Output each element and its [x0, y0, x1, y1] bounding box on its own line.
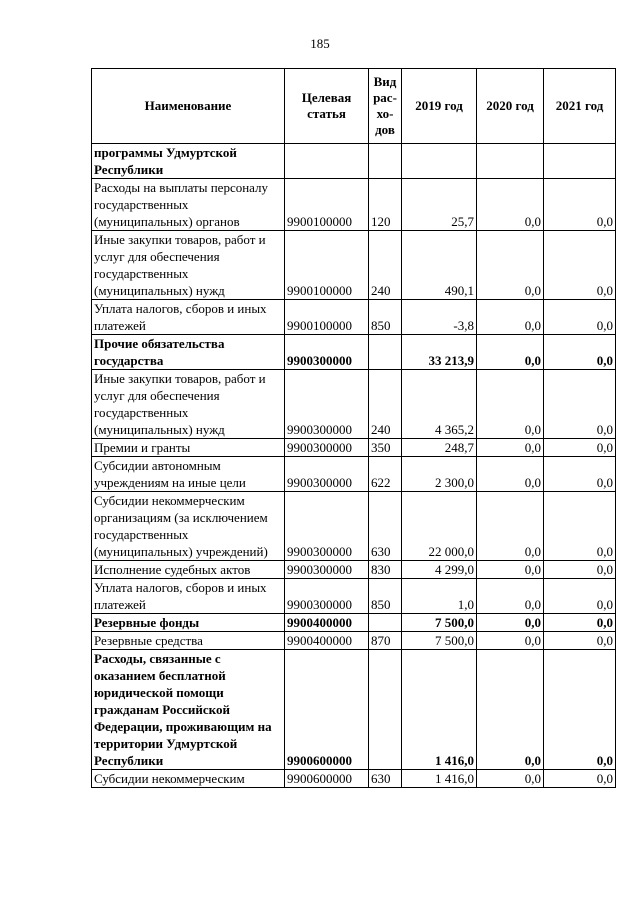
cell-expense-type: 630 — [369, 492, 402, 561]
cell-name: Уплата налогов, сборов и иных платежей — [92, 300, 285, 335]
cell-target-code: 9900300000 — [285, 335, 369, 370]
cell-2021: 0,0 — [544, 300, 616, 335]
cell-2021: 0,0 — [544, 770, 616, 788]
cell-2021: 0,0 — [544, 335, 616, 370]
cell-expense-type: 240 — [369, 370, 402, 439]
cell-name: Субсидии некоммерческим — [92, 770, 285, 788]
cell-name: Иные закупки товаров, работ и услуг для обеспечения государственных (муниципальных) нужд — [92, 370, 285, 439]
cell-2019: 1 416,0 — [402, 770, 477, 788]
cell-2020: 0,0 — [477, 614, 544, 632]
column-header-2021: 2021 год — [544, 69, 616, 144]
table-row — [92, 370, 616, 439]
cell-2020: 0,0 — [477, 179, 544, 231]
cell-target-code: 9900400000 — [285, 632, 369, 650]
cell-2021: 0,0 — [544, 632, 616, 650]
cell-2021: 0,0 — [544, 439, 616, 457]
cell-expense-type: 830 — [369, 561, 402, 579]
cell-name: Прочие обязательства государства — [92, 335, 285, 370]
table-row — [92, 561, 616, 579]
cell-2019: 7 500,0 — [402, 614, 477, 632]
cell-2020: 0,0 — [477, 561, 544, 579]
table-body — [92, 144, 616, 788]
cell-name: Субсидии автономным учреждениям на иные цели — [92, 457, 285, 492]
cell-2021: 0,0 — [544, 179, 616, 231]
cell-expense-type: 630 — [369, 770, 402, 788]
cell-name: Расходы на выплаты персоналу государственных (муниципальных) органов — [92, 179, 285, 231]
cell-2020: 0,0 — [477, 492, 544, 561]
cell-2020: 0,0 — [477, 579, 544, 614]
cell-name: Субсидии некоммерческим организациям (за исключением государственных (муниципальных) учреждений) — [92, 492, 285, 561]
cell-expense-type: 850 — [369, 300, 402, 335]
cell-2019: 1,0 — [402, 579, 477, 614]
budget-table — [91, 68, 616, 788]
cell-target-code: 9900100000 — [285, 300, 369, 335]
cell-target-code: 9900300000 — [285, 457, 369, 492]
cell-name: Резервные средства — [92, 632, 285, 650]
cell-expense-type: 120 — [369, 179, 402, 231]
cell-2020: 0,0 — [477, 439, 544, 457]
cell-name: Премии и гранты — [92, 439, 285, 457]
table-row — [92, 579, 616, 614]
cell-expense-type: 850 — [369, 579, 402, 614]
cell-2021: 0,0 — [544, 492, 616, 561]
cell-expense-type — [369, 144, 402, 179]
cell-target-code: 9900300000 — [285, 370, 369, 439]
cell-name: Уплата налогов, сборов и иных платежей — [92, 579, 285, 614]
cell-2019: 4 365,2 — [402, 370, 477, 439]
table-row — [92, 144, 616, 179]
table-row — [92, 335, 616, 370]
cell-2021: 0,0 — [544, 579, 616, 614]
table-header-row — [92, 69, 616, 144]
cell-2019: 2 300,0 — [402, 457, 477, 492]
table-row — [92, 770, 616, 788]
cell-expense-type — [369, 335, 402, 370]
cell-name: программы Удмуртской Республики — [92, 144, 285, 179]
table-row — [92, 492, 616, 561]
cell-target-code: 9900600000 — [285, 770, 369, 788]
cell-expense-type: 622 — [369, 457, 402, 492]
cell-2019: 1 416,0 — [402, 650, 477, 770]
cell-target-code: 9900300000 — [285, 492, 369, 561]
cell-2020: 0,0 — [477, 335, 544, 370]
cell-2020: 0,0 — [477, 770, 544, 788]
cell-2019: 4 299,0 — [402, 561, 477, 579]
cell-2019: 25,7 — [402, 179, 477, 231]
table-row — [92, 457, 616, 492]
column-header-2019: 2019 год — [402, 69, 477, 144]
cell-2019: -3,8 — [402, 300, 477, 335]
cell-target-code: 9900300000 — [285, 561, 369, 579]
cell-2019: 22 000,0 — [402, 492, 477, 561]
cell-2019: 490,1 — [402, 231, 477, 300]
cell-expense-type — [369, 614, 402, 632]
cell-expense-type — [369, 650, 402, 770]
cell-2021 — [544, 144, 616, 179]
cell-expense-type: 240 — [369, 231, 402, 300]
cell-target-code: 9900100000 — [285, 231, 369, 300]
cell-2020 — [477, 144, 544, 179]
cell-name: Исполнение судебных актов — [92, 561, 285, 579]
cell-name: Иные закупки товаров, работ и услуг для обеспечения государственных (муниципальных) нужд — [92, 231, 285, 300]
cell-2021: 0,0 — [544, 614, 616, 632]
table-row — [92, 179, 616, 231]
cell-2020: 0,0 — [477, 300, 544, 335]
cell-2021: 0,0 — [544, 457, 616, 492]
cell-2021: 0,0 — [544, 370, 616, 439]
cell-name: Расходы, связанные с оказанием бесплатной юридической помощи гражданам Российской Федерации, проживающим на территории Удмуртской Республики — [92, 650, 285, 770]
table-row — [92, 231, 616, 300]
cell-2020: 0,0 — [477, 231, 544, 300]
cell-name: Резервные фонды — [92, 614, 285, 632]
column-header-name: Наименование — [92, 69, 285, 144]
cell-target-code: 9900400000 — [285, 614, 369, 632]
cell-2019 — [402, 144, 477, 179]
cell-2021: 0,0 — [544, 231, 616, 300]
table-row — [92, 650, 616, 770]
table-row — [92, 300, 616, 335]
cell-target-code: 9900100000 — [285, 179, 369, 231]
cell-2019: 7 500,0 — [402, 632, 477, 650]
cell-2020: 0,0 — [477, 632, 544, 650]
column-header-2020: 2020 год — [477, 69, 544, 144]
cell-2020: 0,0 — [477, 650, 544, 770]
cell-2020: 0,0 — [477, 370, 544, 439]
page-number: 185 — [310, 36, 330, 51]
cell-expense-type: 870 — [369, 632, 402, 650]
cell-2021: 0,0 — [544, 650, 616, 770]
column-header-target: Целевая статья — [285, 69, 369, 144]
cell-expense-type: 350 — [369, 439, 402, 457]
column-header-vid: Вид рас-хо-дов — [369, 69, 402, 144]
cell-2020: 0,0 — [477, 457, 544, 492]
cell-target-code: 9900600000 — [285, 650, 369, 770]
cell-target-code: 9900300000 — [285, 439, 369, 457]
cell-2021: 0,0 — [544, 561, 616, 579]
table-row — [92, 439, 616, 457]
cell-target-code — [285, 144, 369, 179]
table-row — [92, 614, 616, 632]
table-row — [92, 632, 616, 650]
cell-2019: 248,7 — [402, 439, 477, 457]
cell-target-code: 9900300000 — [285, 579, 369, 614]
cell-2019: 33 213,9 — [402, 335, 477, 370]
